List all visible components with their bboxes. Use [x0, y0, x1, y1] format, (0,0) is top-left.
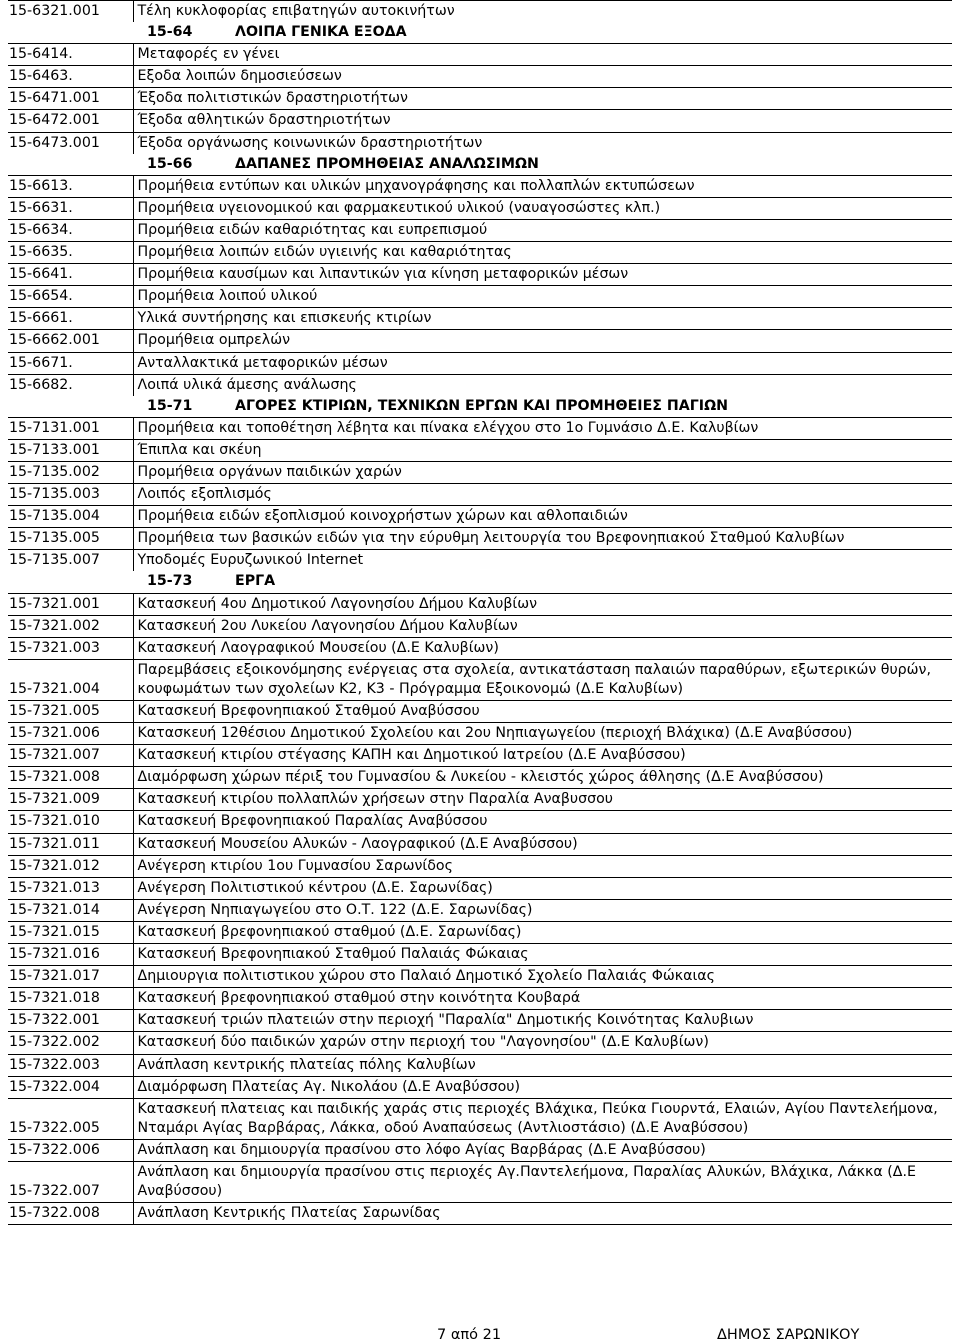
- heading-title-cell: [133, 22, 952, 44]
- account-description: Ανάπλαση και δημιουργία πρασίνου στο λόφο Αγίας Βαρβάρας (Δ.Ε Αναβύσσου): [133, 1139, 952, 1161]
- account-description: Παρεμβάσεις εξοικονόμησης ενέργειας στα σχολεία, αντικατάσταση παλαιών παραθύρων, εξωτερικών θυρών, κουφωμάτων των σχολείων Κ2, Κ3 - Πρόγραμμα Εξοικονομώ (Δ.Ε Καλυβίων): [133, 659, 952, 700]
- section-title: ΔΑΠΑΝΕΣ ΠΡΟΜΗΘΕΙΑΣ ΑΝΑΛΩΣΙΜΩΝ: [235, 155, 539, 172]
- page-footer: [0, 1323, 960, 1344]
- account-code: 15-7135.005: [8, 528, 133, 550]
- section-heading: [8, 571, 952, 593]
- account-code: 15-7133.001: [8, 439, 133, 461]
- table-row: [8, 1161, 952, 1202]
- account-description: Κατασκευή Λαογραφικού Μουσείου (Δ.Ε Καλυβίων): [133, 637, 952, 659]
- table-row: [8, 899, 952, 921]
- account-description: Ανέγερση Πολιτιστικού κέντρου (Δ.Ε. Σαρωνίδας): [133, 877, 952, 899]
- table-row: [8, 1139, 952, 1161]
- table-row: [8, 789, 952, 811]
- account-code: 15-7321.003: [8, 637, 133, 659]
- section-title: ΛΟΙΠΑ ΓΕΝΙΚΑ ΕΞΟΔΑ: [235, 24, 407, 41]
- account-code: 15-6472.001: [8, 110, 133, 132]
- table-row: [8, 528, 952, 550]
- account-code: 15-6414.: [8, 44, 133, 66]
- budget-table: [8, 0, 952, 1225]
- account-description: Προμήθεια καυσίμων και λιπαντικών για κίνηση μεταφορικών μέσων: [133, 264, 952, 286]
- table-row: [8, 855, 952, 877]
- account-description: Δημιουργια πολιτιστικου χώρου στο Παλαιό Δημοτικό Σχολείο Παλαιάς Φώκαιας: [133, 966, 952, 988]
- table-row: [8, 242, 952, 264]
- account-description: Κατασκευή κτιρίου στέγασης ΚΑΠΗ και Δημοτικού Ιατρείου (Δ.Ε Αναβύσσου): [133, 745, 952, 767]
- table-row: [8, 308, 952, 330]
- account-code: 15-6682.: [8, 374, 133, 396]
- table-row: [8, 439, 952, 461]
- table-row: [8, 44, 952, 66]
- account-code: 15-7321.015: [8, 921, 133, 943]
- account-code: 15-7321.010: [8, 811, 133, 833]
- heading-title-cell: [133, 396, 952, 418]
- account-description: Ανταλλακτικά μεταφορικών μέσων: [133, 352, 952, 374]
- account-description: Κατασκευή πλατειας και παιδικής χαράς στις περιοχές Βλάχικα, Πεύκα Γιουρντά, Ελαιών, Αγίου Παντελεήμονα, Νταμάρι Αγίας Βαρβάρας, Λάκκα, οδού Αναπαύσεως (Αντλιοστάσιο) (Δ.Ε Αναβύσσου): [133, 1098, 952, 1139]
- account-code: 15-7322.008: [8, 1203, 133, 1225]
- section-number: 15-64: [147, 24, 193, 41]
- account-description: Προμήθεια ειδών καθαριότητας και ευπρεπισμού: [133, 219, 952, 241]
- section-title: ΕΡΓΑ: [235, 573, 276, 590]
- account-code: 15-6654.: [8, 286, 133, 308]
- table-row: [8, 66, 952, 88]
- account-description: Προμήθεια λοιπού υλικού: [133, 286, 952, 308]
- table-row: [8, 132, 952, 154]
- account-description: Υλικά συντήρησης και επισκευής κτιρίων: [133, 308, 952, 330]
- account-description: Ανέγερση Νηπιαγωγείου στο Ο.Τ. 122 (Δ.Ε. Σαρωνίδας): [133, 899, 952, 921]
- account-description: Λοιπός εξοπλισμός: [133, 484, 952, 506]
- account-code: 15-7321.009: [8, 789, 133, 811]
- section-heading: [8, 22, 952, 44]
- table-row: [8, 615, 952, 637]
- table-row: [8, 175, 952, 197]
- table-row: [8, 1076, 952, 1098]
- account-code: 15-7321.002: [8, 615, 133, 637]
- account-description: Μεταφορές εν γένει: [133, 44, 952, 66]
- table-row: [8, 1098, 952, 1139]
- table-row: [8, 197, 952, 219]
- account-description: Έξοδα αθλητικών δραστηριοτήτων: [133, 110, 952, 132]
- account-description: Λοιπά υλικά άμεσης ανάλωσης: [133, 374, 952, 396]
- table-row: [8, 701, 952, 723]
- heading-code-cell: [8, 22, 133, 44]
- account-code: 15-7321.004: [8, 659, 133, 700]
- account-description: Κατασκευή δύο παιδικών χαρών στην περιοχή του "Λαγονησίου" (Δ.Ε Καλυβίων): [133, 1032, 952, 1054]
- table-row: [8, 264, 952, 286]
- table-row: [8, 352, 952, 374]
- table-row: [8, 659, 952, 700]
- table-row: [8, 767, 952, 789]
- account-description: Κατασκευή βρεφονηπιακού σταθμού στην κοινότητα Κουβαρά: [133, 988, 952, 1010]
- table-row: [8, 461, 952, 483]
- account-code: 15-7321.007: [8, 745, 133, 767]
- table-row: [8, 637, 952, 659]
- table-row: [8, 110, 952, 132]
- table-row: [8, 374, 952, 396]
- account-code: 15-7135.007: [8, 550, 133, 572]
- account-code: 15-6662.001: [8, 330, 133, 352]
- account-code: 15-7321.008: [8, 767, 133, 789]
- table-row: [8, 877, 952, 899]
- table-row: [8, 811, 952, 833]
- table-row: [8, 745, 952, 767]
- section-number: 15-66: [147, 155, 193, 172]
- account-code: 15-6631.: [8, 197, 133, 219]
- account-description: Διαμόρφωση Πλατείας Αγ. Νικολάου (Δ.Ε Αναβύσσου): [133, 1076, 952, 1098]
- account-code: 15-7321.001: [8, 593, 133, 615]
- table-row: [8, 417, 952, 439]
- account-code: 15-7321.005: [8, 701, 133, 723]
- account-description: Προμήθεια των βασικών ειδών για την εύρυθμη λειτουργία του Βρεφονηπιακού Σταθμού Καλυβίων: [133, 528, 952, 550]
- table-row: [8, 1, 952, 23]
- table-row: [8, 723, 952, 745]
- account-code: 15-7322.005: [8, 1098, 133, 1139]
- budget-table-container: [8, 0, 952, 1225]
- table-row: [8, 966, 952, 988]
- account-code: 15-7322.001: [8, 1010, 133, 1032]
- table-row: [8, 1032, 952, 1054]
- account-description: Διαμόρφωση χώρων πέριξ του Γυμνασίου & Λυκείου - κλειστός χώρος άθλησης (Δ.Ε Αναβύσσου): [133, 767, 952, 789]
- account-description: Κατασκευή βρεφονηπιακού σταθμού (Δ.Ε. Σαρωνίδας): [133, 921, 952, 943]
- table-row: [8, 330, 952, 352]
- heading-title-cell: [133, 154, 952, 176]
- account-description: Κατασκευή 2ου Λυκείου Λαγονησίου Δήμου Καλυβίων: [133, 615, 952, 637]
- account-code: 15-7322.002: [8, 1032, 133, 1054]
- account-description: Κατασκευή Βρεφονηπιακού Παραλίας Αναβύσσου: [133, 811, 952, 833]
- account-description: Ανάπλαση και δημιουργία πρασίνου στις περιοχές Αγ.Παντελεήμονα, Παραλίας Αλυκών, Βλάχικα, Λάκκα (Δ.Ε Αναβύσσου): [133, 1161, 952, 1202]
- account-description: Προμήθεια ειδών εξοπλισμού κοινοχρήστων χώρων και αθλοπαιδιών: [133, 506, 952, 528]
- account-code: 15-6471.001: [8, 88, 133, 110]
- account-code: 15-7321.018: [8, 988, 133, 1010]
- section-number: 15-71: [147, 397, 193, 414]
- account-description: Κατασκευή Βρεφονηπιακού Σταθμού Αναβύσσου: [133, 701, 952, 723]
- account-code: 15-6613.: [8, 175, 133, 197]
- account-code: 15-7135.003: [8, 484, 133, 506]
- table-row: [8, 506, 952, 528]
- account-description: Προμήθεια λοιπών ειδών υγιεινής και καθαριότητας: [133, 242, 952, 264]
- table-row: [8, 1010, 952, 1032]
- budget-table-body: [8, 1, 952, 1225]
- table-row: [8, 988, 952, 1010]
- table-row: [8, 1203, 952, 1225]
- heading-code-cell: [8, 571, 133, 593]
- account-description: Ανέγερση κτιρίου 1ου Γυμνασίου Σαρωνίδος: [133, 855, 952, 877]
- account-description: Εξοδα λοιπών δημοσιεύσεων: [133, 66, 952, 88]
- account-description: Κατασκευή Μουσείου Αλυκών - Λαογραφικού (Δ.Ε Αναβύσσου): [133, 833, 952, 855]
- table-row: [8, 944, 952, 966]
- account-code: 15-7321.014: [8, 899, 133, 921]
- section-heading: [8, 154, 952, 176]
- page-number: 7 από 21: [437, 1327, 502, 1343]
- table-row: [8, 833, 952, 855]
- table-row: [8, 484, 952, 506]
- table-row: [8, 1054, 952, 1076]
- heading-code-cell: [8, 154, 133, 176]
- table-row: [8, 88, 952, 110]
- account-code: 15-7322.003: [8, 1054, 133, 1076]
- account-description: Προμήθεια και τοποθέτηση λέβητα και πίνακα ελέγχου στο 1ο Γυμνάσιο Δ.Ε. Καλυβίων: [133, 417, 952, 439]
- account-description: Ανάπλαση κεντρικής πλατείας πόλης Καλυβίων: [133, 1054, 952, 1076]
- account-code: 15-7321.013: [8, 877, 133, 899]
- account-description: Τέλη κυκλοφορίας επιβατηγών αυτοκινήτων: [133, 1, 952, 23]
- table-row: [8, 219, 952, 241]
- account-code: 15-7135.002: [8, 461, 133, 483]
- municipality-name: ΔΗΜΟΣ ΣΑΡΩΝΙΚΟΥ: [717, 1327, 860, 1343]
- account-code: 15-7321.011: [8, 833, 133, 855]
- account-description: Προμήθεια εντύπων και υλικών μηχανογράφησης και πολλαπλών εκτυπώσεων: [133, 175, 952, 197]
- section-title: ΑΓΟΡΕΣ ΚΤΙΡΙΩΝ, ΤΕΧΝΙΚΩΝ ΕΡΓΩΝ ΚΑΙ ΠΡΟΜΗΘΕΙΕΣ ΠΑΓΙΩΝ: [235, 397, 729, 414]
- account-description: Υποδομές Ευρυζωνικού Internet: [133, 550, 952, 572]
- section-heading: [8, 396, 952, 418]
- account-code: 15-6321.001: [8, 1, 133, 23]
- account-description: Έξοδα πολιτιστικών δραστηριοτήτων: [133, 88, 952, 110]
- account-description: Κατασκευή κτιρίου πολλαπλών χρήσεων στην Παραλία Αναβυσσου: [133, 789, 952, 811]
- account-code: 15-7321.017: [8, 966, 133, 988]
- account-code: 15-6641.: [8, 264, 133, 286]
- table-row: [8, 286, 952, 308]
- account-code: 15-6671.: [8, 352, 133, 374]
- account-code: 15-6463.: [8, 66, 133, 88]
- account-code: 15-6661.: [8, 308, 133, 330]
- account-code: 15-7321.016: [8, 944, 133, 966]
- account-code: 15-7322.004: [8, 1076, 133, 1098]
- account-code: 15-7321.006: [8, 723, 133, 745]
- table-row: [8, 593, 952, 615]
- account-description: Κατασκευή τριών πλατειών στην περιοχή "Παραλία" Δημοτικής Κοινότητας Καλυβιων: [133, 1010, 952, 1032]
- account-description: Έπιπλα και σκέυη: [133, 439, 952, 461]
- account-description: Προμήθεια οργάνων παιδικών χαρών: [133, 461, 952, 483]
- heading-code-cell: [8, 396, 133, 418]
- account-code: 15-6635.: [8, 242, 133, 264]
- table-row: [8, 550, 952, 572]
- account-code: 15-7322.006: [8, 1139, 133, 1161]
- account-description: Κατασκευή 4ου Δημοτικού Λαγονησίου Δήμου Καλυβίων: [133, 593, 952, 615]
- table-row: [8, 921, 952, 943]
- account-description: Προμήθεια υγειονομικού και φαρμακευτικού υλικού (ναυαγοσώστες κλπ.): [133, 197, 952, 219]
- account-description: Κατασκευή 12θέσιου Δημοτικού Σχολείου και 2ου Νηπιαγωγείου (περιοχή Βλάχικα) (Δ.Ε Αναβύσσου): [133, 723, 952, 745]
- account-code: 15-7131.001: [8, 417, 133, 439]
- account-description: Κατασκευή Βρεφονηπιακού Σταθμού Παλαιάς Φώκαιας: [133, 944, 952, 966]
- account-code: 15-6473.001: [8, 132, 133, 154]
- account-description: Ανάπλαση Κεντρικής Πλατείας Σαρωνίδας: [133, 1203, 952, 1225]
- section-number: 15-73: [147, 573, 193, 590]
- account-code: 15-6634.: [8, 219, 133, 241]
- account-code: 15-7135.004: [8, 506, 133, 528]
- account-code: 15-7321.012: [8, 855, 133, 877]
- heading-title-cell: [133, 571, 952, 593]
- account-description: Έξοδα οργάνωσης κοινωνικών δραστηριοτήτων: [133, 132, 952, 154]
- account-description: Προμήθεια ομπρελών: [133, 330, 952, 352]
- account-code: 15-7322.007: [8, 1161, 133, 1202]
